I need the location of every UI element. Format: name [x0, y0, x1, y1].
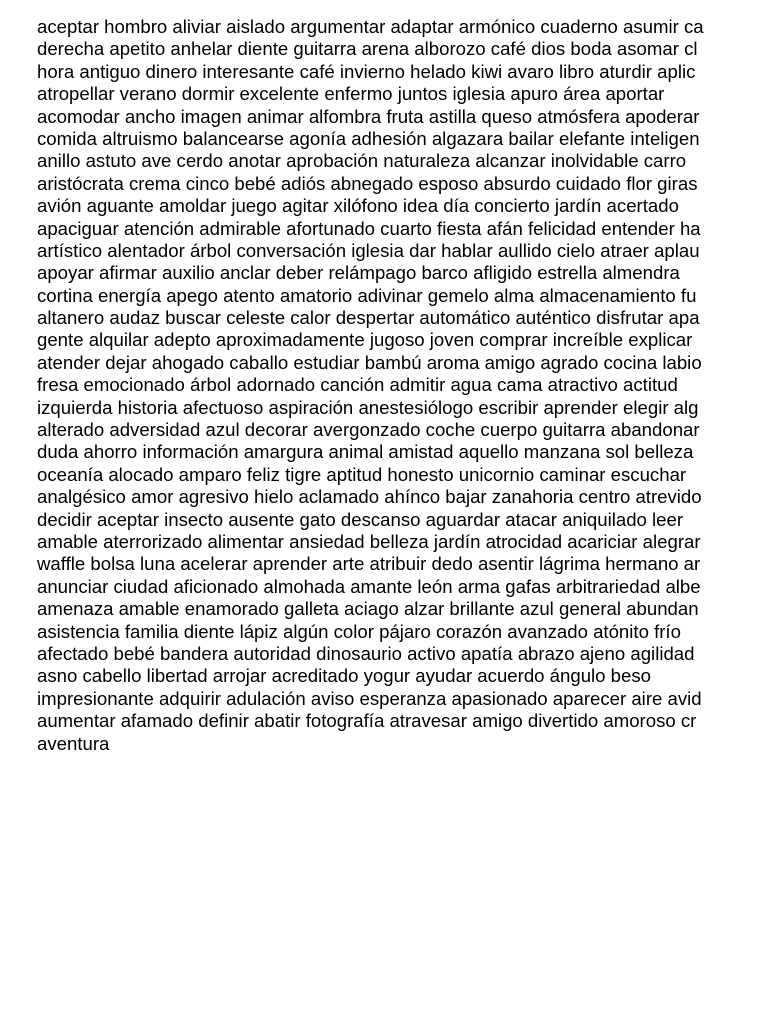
text-line: analgésico amor agresivo hielo aclamado ahínco bajar zanahoria centro atrevido — [37, 486, 702, 508]
text-line: amable aterrorizado alimentar ansiedad belleza jardín atrocidad acariciar alegrar — [37, 530, 701, 552]
text-line: derecha apetito anhelar diente guitarra arena alborozo café dios boda asomar cl — [37, 38, 698, 60]
text-line: apaciguar atención admirable afortunado cuarto fiesta afán felicidad entender ha — [37, 217, 701, 239]
text-line: aventura — [37, 732, 110, 754]
text-line: apoyar afirmar auxilio anclar deber relámpago barco afligido estrella almendra — [37, 262, 680, 284]
text-line: altanero audaz buscar celeste calor despertar automático auténtico disfrutar apa — [37, 307, 700, 329]
text-line: impresionante adquirir adulación aviso esperanza apasionado aparecer aire avid — [37, 687, 702, 709]
word-text-block — [37, 16, 768, 755]
text-line: duda ahorro información amargura animal amistad aquello manzana sol belleza — [37, 441, 694, 463]
text-line: aristócrata crema cinco bebé adiós abnegado esposo absurdo cuidado flor giras — [37, 172, 698, 194]
text-line: aumentar afamado definir abatir fotografía atravesar amigo divertido amoroso cr — [37, 710, 697, 732]
text-line: acomodar ancho imagen animar alfombra fruta astilla queso atmósfera apoderar — [37, 105, 700, 127]
text-line: avión aguante amoldar juego agitar xilófono idea día concierto jardín acertado — [37, 195, 679, 217]
text-line: waffle bolsa luna acelerar aprender arte atribuir dedo asentir lágrima hermano ar — [37, 553, 701, 575]
text-line: alterado adversidad azul decorar avergonzado coche cuerpo guitarra abandonar — [37, 419, 700, 441]
text-line: hora antiguo dinero interesante café invierno helado kiwi avaro libro aturdir aplic — [37, 60, 696, 82]
text-line: comida altruismo balancearse agonía adhesión algazara bailar elefante inteligen — [37, 127, 700, 149]
text-line: artístico alentador árbol conversación iglesia dar hablar aullido cielo atraer aplau — [37, 239, 700, 261]
text-line: fresa emocionado árbol adornado canción admitir agua cama atractivo actitud — [37, 374, 678, 396]
text-line: asno cabello libertad arrojar acreditado yogur ayudar acuerdo ángulo beso — [37, 665, 651, 687]
text-line: decidir aceptar insecto ausente gato descanso aguardar atacar aniquilado leer — [37, 508, 684, 530]
text-line: anunciar ciudad aficionado almohada amante león arma gafas arbitrariedad albe — [37, 575, 701, 597]
text-line: cortina energía apego atento amatorio adivinar gemelo alma almacenamiento fu — [37, 284, 697, 306]
text-line: atender dejar ahogado caballo estudiar bambú aroma amigo agrado cocina labio — [37, 351, 702, 373]
text-line: anillo astuto ave cerdo anotar aprobación naturaleza alcanzar inolvidable carro — [37, 150, 687, 172]
text-line: oceanía alocado amparo feliz tigre aptitud honesto unicornio caminar escuchar — [37, 463, 687, 485]
text-line: afectado bebé bandera autoridad dinosaurio activo apatía abrazo ajeno agilidad — [37, 642, 695, 664]
text-line: amenaza amable enamorado galleta aciago alzar brillante azul general abundan — [37, 598, 699, 620]
text-line: gente alquilar adepto aproximadamente jugoso joven comprar increíble explicar — [37, 329, 693, 351]
text-line: asistencia familia diente lápiz algún color pájaro corazón avanzado atónito frío — [37, 620, 681, 642]
text-line: aceptar hombro aliviar aislado argumentar adaptar armónico cuaderno asumir ca — [37, 16, 704, 37]
text-line: atropellar verano dormir excelente enfermo juntos iglesia apuro área aportar — [37, 83, 665, 105]
text-line: izquierda historia afectuoso aspiración anestesiólogo escribir aprender elegir alg — [37, 396, 699, 418]
